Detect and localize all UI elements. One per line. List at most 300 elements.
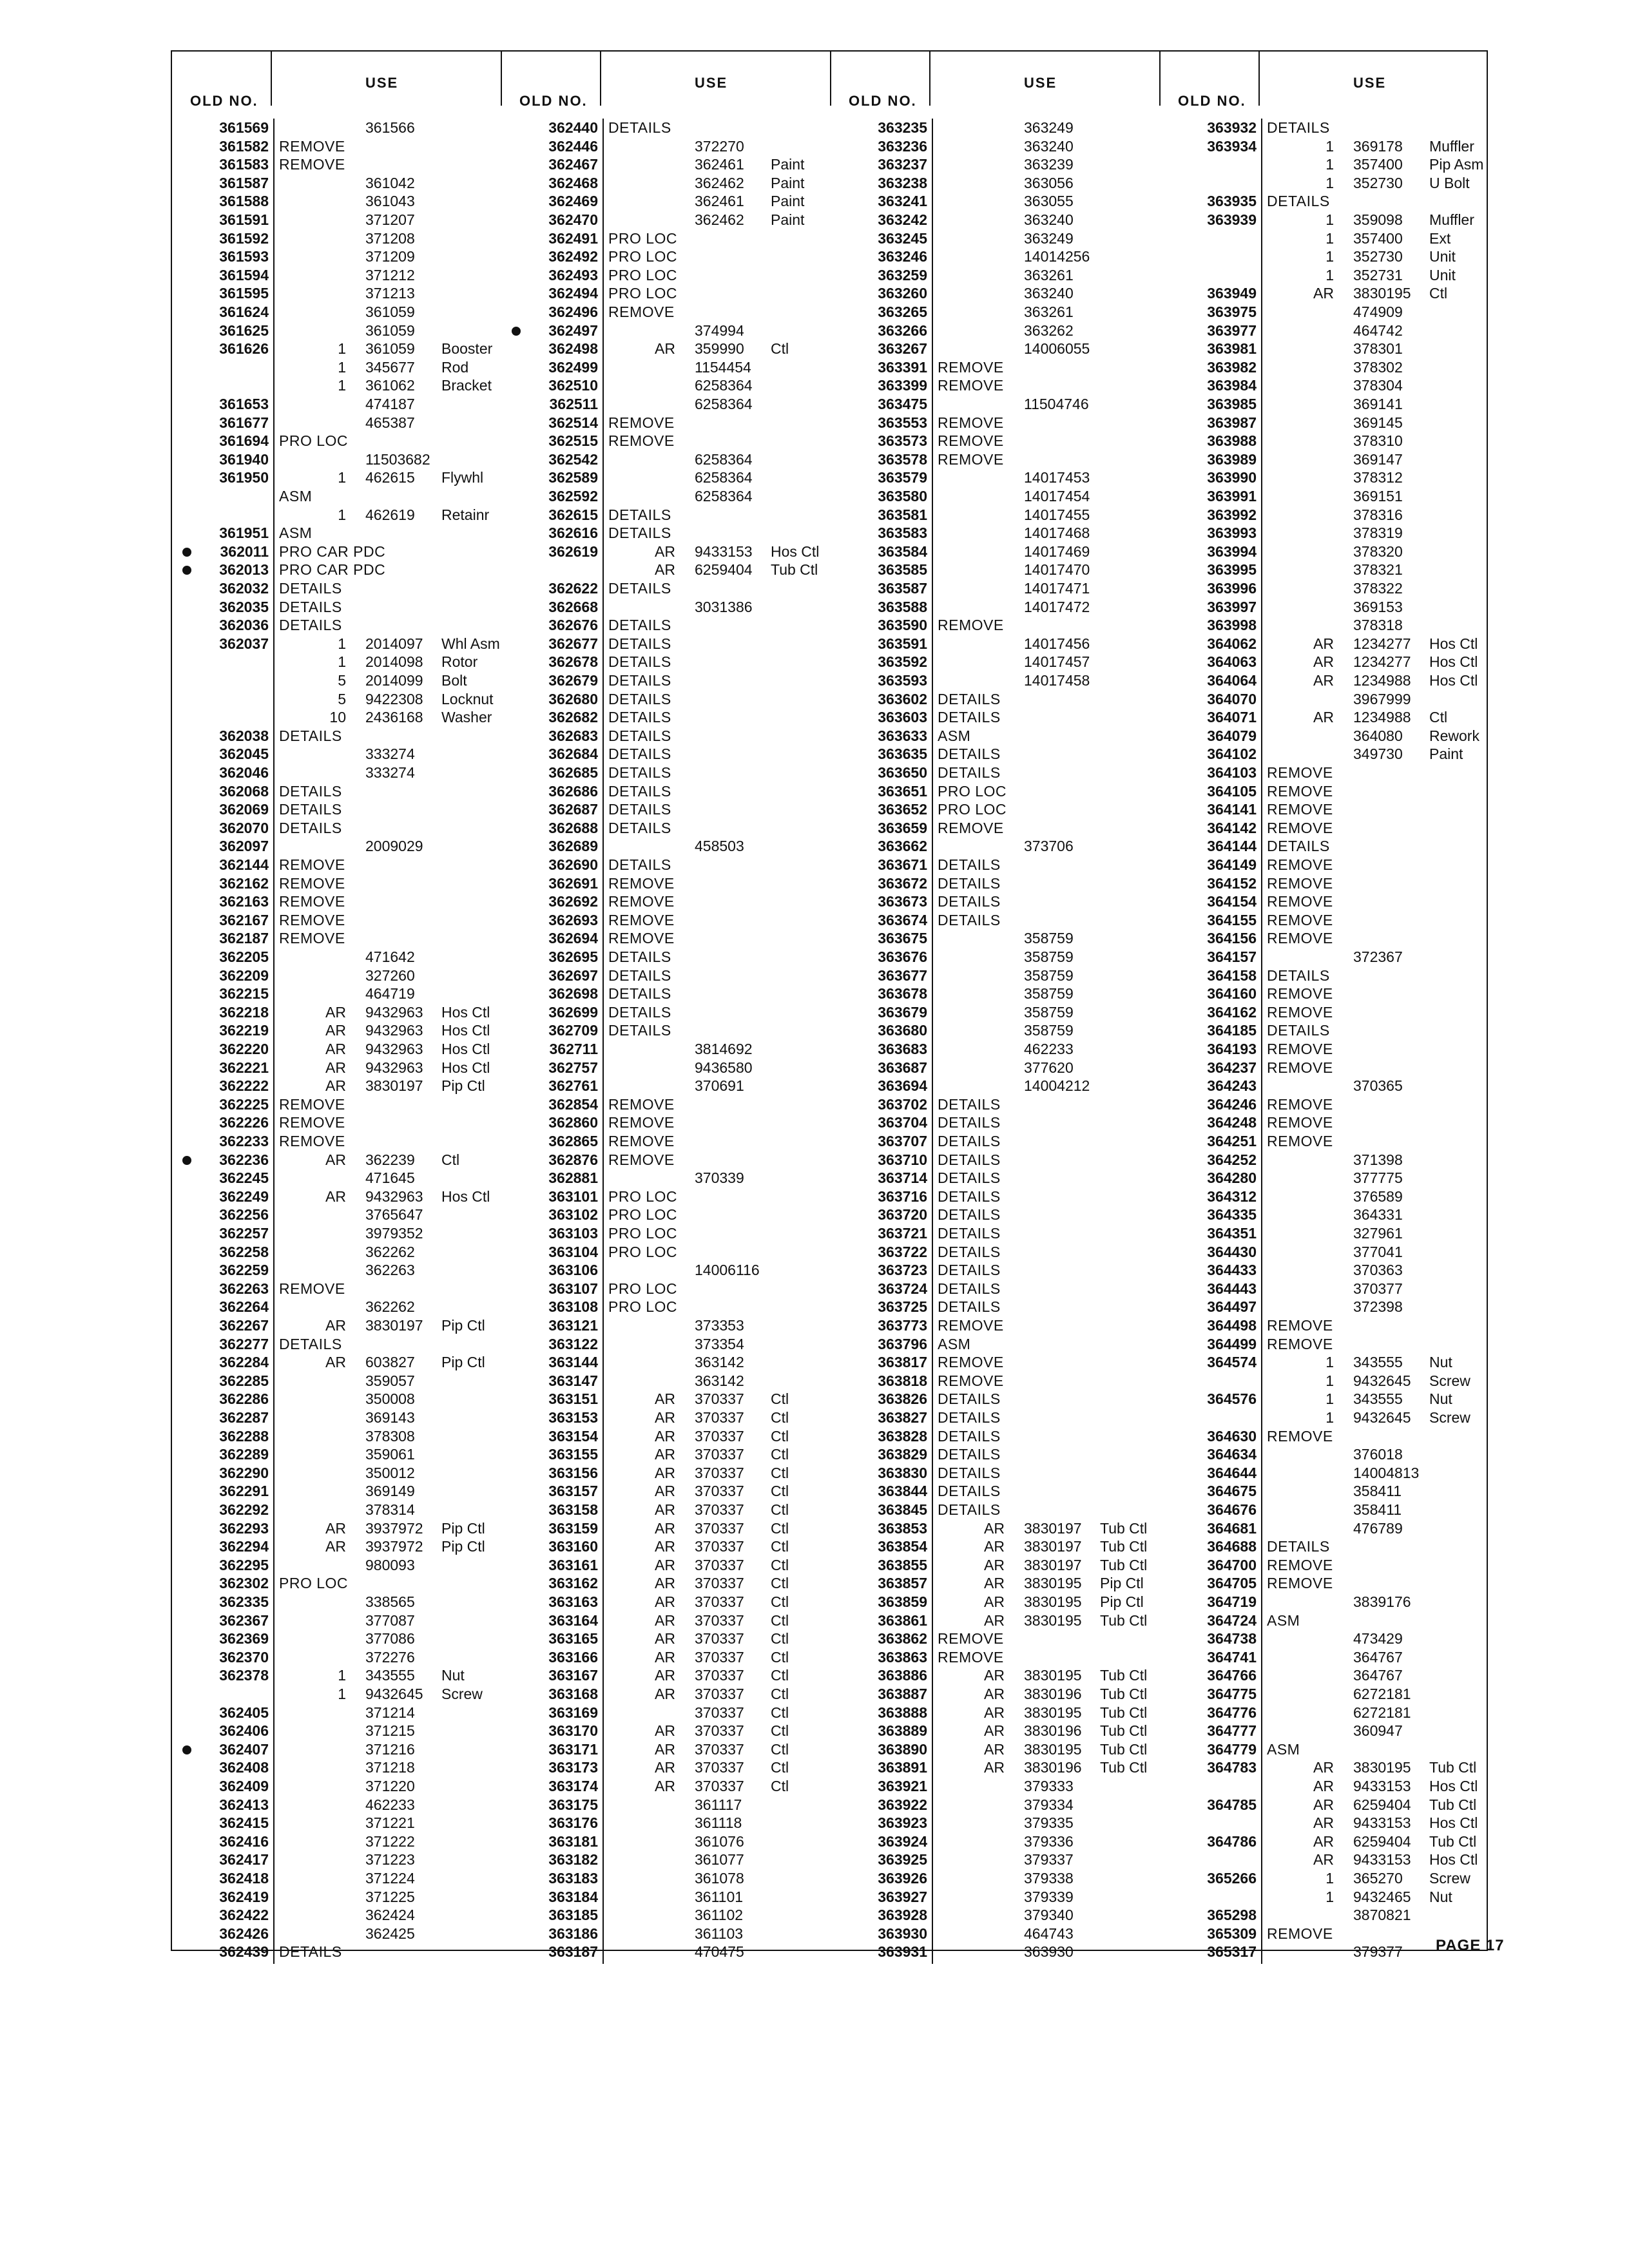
- new-part-number: 370337: [695, 1519, 744, 1537]
- table-row: [1160, 1280, 1489, 1298]
- use-status: PRO LOC: [608, 229, 678, 247]
- use-status: REMOVE: [279, 874, 345, 892]
- table-row: [172, 764, 501, 782]
- new-part-number: 363249: [1024, 229, 1074, 247]
- table-row: [501, 322, 831, 340]
- table-row: [172, 1943, 501, 1961]
- table-row: [501, 1777, 831, 1796]
- table-row: [501, 192, 831, 211]
- new-part-number: 327961: [1353, 1225, 1403, 1242]
- use-status: REMOVE: [279, 137, 345, 155]
- table-row: [1160, 635, 1489, 653]
- old-number: 363578: [878, 450, 927, 468]
- old-number: 363182: [548, 1851, 598, 1869]
- old-number: 363171: [548, 1740, 598, 1758]
- old-number: 363157: [548, 1483, 598, 1500]
- new-part-number: 362462: [695, 174, 744, 191]
- table-row: [501, 598, 831, 617]
- table-row: [831, 284, 1160, 303]
- part-description: Paint: [771, 174, 805, 191]
- old-number: 363259: [878, 266, 927, 284]
- old-number: 362687: [548, 801, 598, 818]
- table-row: [172, 340, 501, 358]
- use-status: DETAILS: [938, 874, 1001, 892]
- table-row: [501, 561, 831, 579]
- table-row: [172, 782, 501, 801]
- table-row: [501, 468, 831, 487]
- use-status: DETAILS: [608, 948, 671, 965]
- new-part-number: 1234277: [1353, 653, 1411, 671]
- quantity: 1: [338, 506, 346, 523]
- old-number: 363169: [548, 1704, 598, 1721]
- table-row: [172, 1832, 501, 1851]
- new-part-number: 3830195: [1353, 1759, 1411, 1776]
- old-number: 362418: [219, 1870, 269, 1887]
- old-number: 363721: [878, 1225, 927, 1242]
- table-row: [501, 414, 831, 432]
- part-description: Whl Asm: [441, 635, 500, 652]
- old-number: 363170: [548, 1722, 598, 1740]
- old-number: 361694: [219, 432, 269, 450]
- table-row: [501, 800, 831, 819]
- old-number: 362668: [548, 598, 598, 615]
- table-row: [831, 635, 1160, 653]
- old-number: 362295: [219, 1556, 269, 1573]
- new-part-number: 361118: [695, 1814, 742, 1832]
- old-number: 362069: [219, 801, 269, 818]
- old-number: 362542: [548, 450, 598, 468]
- quantity: 10: [329, 709, 346, 726]
- old-number: 362013: [219, 561, 269, 579]
- part-description: Ctl: [771, 1409, 789, 1426]
- table-column: [831, 52, 1160, 1961]
- table-row: [1160, 561, 1489, 579]
- old-number-heading: OLD NO.: [519, 93, 588, 109]
- use-heading: USE: [1353, 75, 1387, 91]
- old-number: 364246: [1207, 1095, 1257, 1113]
- quantity: AR: [1313, 1778, 1334, 1794]
- table-row: [831, 598, 1160, 617]
- table-row: [1160, 1685, 1489, 1704]
- part-description: Hos Ctl: [1429, 1814, 1478, 1832]
- new-part-number: 362262: [365, 1243, 415, 1260]
- new-part-number: 379334: [1024, 1796, 1074, 1813]
- old-number: 363859: [878, 1593, 927, 1610]
- quantity: AR: [325, 1519, 346, 1537]
- table-row: [831, 506, 1160, 524]
- old-number: 364676: [1207, 1501, 1257, 1518]
- quantity: AR: [655, 1519, 675, 1537]
- use-status: DETAILS: [1267, 838, 1330, 855]
- table-row: [172, 229, 501, 248]
- new-part-number: 363249: [1024, 119, 1074, 136]
- old-number: 362046: [219, 764, 269, 781]
- new-part-number: 369143: [365, 1409, 415, 1426]
- old-number: 363926: [878, 1870, 927, 1887]
- table-row: [172, 966, 501, 985]
- use-status: DETAILS: [938, 1169, 1001, 1187]
- table-row: [501, 690, 831, 709]
- part-description: Pip Ctl: [441, 1538, 485, 1555]
- quantity: 1: [1325, 1390, 1334, 1408]
- old-number: 363854: [878, 1538, 927, 1555]
- new-part-number: 3979352: [365, 1225, 423, 1242]
- new-part-number: 363239: [1024, 156, 1074, 173]
- old-number: 362259: [219, 1262, 269, 1279]
- new-part-number: 364331: [1353, 1206, 1403, 1224]
- old-number: 364498: [1207, 1317, 1257, 1334]
- new-part-number: 378301: [1353, 340, 1403, 358]
- table-row: [1160, 1850, 1489, 1869]
- quantity: 1: [1325, 1354, 1334, 1371]
- table-row: [1160, 985, 1489, 1003]
- new-part-number: 358759: [1024, 985, 1074, 1003]
- old-number: 363399: [878, 377, 927, 394]
- new-part-number: 364080: [1353, 727, 1403, 744]
- old-number: 362677: [548, 635, 598, 652]
- table-row: [831, 1408, 1160, 1427]
- table-row: [831, 1151, 1160, 1169]
- new-part-number: 371214: [365, 1704, 415, 1721]
- quantity: 1: [1325, 1409, 1334, 1426]
- table-row: [172, 1077, 501, 1095]
- quantity: 1: [1325, 211, 1334, 228]
- part-description: Hos Ctl: [1429, 653, 1478, 671]
- old-number: 364102: [1207, 745, 1257, 763]
- table-row: [501, 358, 831, 377]
- table-row: [172, 174, 501, 193]
- table-row: [172, 800, 501, 819]
- new-part-number: 361102: [695, 1907, 744, 1924]
- table-row: [831, 1169, 1160, 1187]
- new-part-number: 362462: [695, 211, 744, 228]
- new-part-number: 462233: [1024, 1041, 1074, 1057]
- table-row: [501, 1943, 831, 1961]
- use-status: PRO LOC: [608, 1280, 678, 1297]
- use-status: DETAILS: [608, 819, 671, 836]
- old-number: 363857: [878, 1575, 927, 1592]
- table-row: [172, 1132, 501, 1151]
- use-status: REMOVE: [1267, 893, 1333, 910]
- old-number: 364499: [1207, 1335, 1257, 1352]
- table-row: [831, 929, 1160, 948]
- table-row: [831, 1556, 1160, 1575]
- table-row: [831, 1574, 1160, 1593]
- new-part-number: 361059: [365, 303, 415, 320]
- table-row: [172, 284, 501, 303]
- old-number: 363981: [1207, 340, 1257, 358]
- use-status: REMOVE: [938, 1630, 1004, 1648]
- use-status: REMOVE: [938, 450, 1004, 468]
- table-row: [501, 1611, 831, 1630]
- old-number: 363724: [878, 1280, 927, 1297]
- table-row: [831, 543, 1160, 561]
- table-row: [172, 708, 501, 727]
- quantity: AR: [655, 1667, 675, 1684]
- table-row: [172, 985, 501, 1003]
- table-row: [831, 432, 1160, 450]
- part-description: Tub Ctl: [1429, 1796, 1477, 1813]
- new-part-number: 14017455: [1024, 506, 1090, 523]
- old-number: 363861: [878, 1611, 927, 1629]
- old-number: 363587: [878, 580, 927, 597]
- new-part-number: 370337: [695, 1556, 744, 1573]
- use-status: DETAILS: [938, 1280, 1001, 1297]
- part-description: Nut: [441, 1667, 465, 1684]
- new-part-number: 370691: [695, 1077, 744, 1095]
- table-row: [501, 524, 831, 543]
- table-row: [172, 247, 501, 266]
- use-status: DETAILS: [938, 1187, 1001, 1205]
- old-number: 364335: [1207, 1206, 1257, 1224]
- old-number: 363925: [878, 1851, 927, 1869]
- table-row: [1160, 1335, 1489, 1354]
- table-row: [172, 1095, 501, 1114]
- quantity: AR: [984, 1593, 1005, 1610]
- use-status: REMOVE: [1267, 1335, 1333, 1352]
- old-number: 361677: [219, 414, 269, 431]
- old-number: 362258: [219, 1243, 269, 1260]
- table-row: [831, 1519, 1160, 1538]
- quantity: AR: [984, 1519, 1005, 1537]
- table-row: [831, 1427, 1160, 1446]
- old-number: 363603: [878, 709, 927, 726]
- old-number: 362494: [548, 285, 598, 302]
- part-description: Pip Asm: [1429, 156, 1484, 173]
- table-row: [172, 616, 501, 635]
- new-part-number: 362461: [695, 193, 744, 210]
- table-row: [501, 1132, 831, 1151]
- part-description: Tub Ctl: [1100, 1667, 1148, 1684]
- old-number: 363651: [878, 782, 927, 800]
- table-row: [831, 1021, 1160, 1040]
- table-row: [831, 211, 1160, 229]
- part-description: Ctl: [771, 1427, 789, 1445]
- old-number: 362267: [219, 1317, 269, 1334]
- table-row: [831, 616, 1160, 635]
- old-number: 362215: [219, 985, 269, 1003]
- old-number: 364155: [1207, 911, 1257, 928]
- old-number: 364157: [1207, 948, 1257, 965]
- old-number: 363238: [878, 174, 927, 191]
- new-part-number: 378322: [1353, 580, 1403, 597]
- old-number: 363155: [548, 1446, 598, 1463]
- new-part-number: 358759: [1024, 948, 1074, 965]
- table-row: [831, 1629, 1160, 1648]
- table-row: [1160, 1814, 1489, 1832]
- table-row: [1160, 1206, 1489, 1224]
- new-part-number: 3937972: [365, 1519, 423, 1537]
- use-status: PRO LOC: [608, 1298, 678, 1316]
- quantity: AR: [984, 1704, 1005, 1721]
- new-part-number: 378314: [365, 1501, 415, 1518]
- new-part-number: 378319: [1353, 524, 1403, 542]
- new-part-number: 373354: [695, 1335, 744, 1352]
- quantity: AR: [984, 1759, 1005, 1776]
- use-status: REMOVE: [938, 617, 1004, 634]
- new-part-number: 370337: [695, 1538, 744, 1555]
- old-number: 363988: [1207, 432, 1257, 450]
- old-number: 363720: [878, 1206, 927, 1224]
- old-number: 362697: [548, 966, 598, 984]
- table-row: [172, 450, 501, 469]
- old-number: 363260: [878, 285, 927, 302]
- table-row: [1160, 1224, 1489, 1243]
- new-part-number: 9432963: [365, 1041, 423, 1057]
- old-number: 364351: [1207, 1225, 1257, 1242]
- new-part-number: 9433153: [695, 543, 753, 560]
- table-row: [1160, 487, 1489, 506]
- old-number: 363829: [878, 1446, 927, 1463]
- table-row: [831, 1224, 1160, 1243]
- new-part-number: 359990: [695, 340, 744, 358]
- use-status: REMOVE: [608, 1133, 675, 1149]
- use-status: DETAILS: [608, 801, 671, 818]
- old-number: 363186: [548, 1925, 598, 1942]
- table-row: [172, 1003, 501, 1022]
- old-number: 362405: [219, 1704, 269, 1721]
- use-status: DETAILS: [608, 653, 671, 671]
- quantity: AR: [325, 1003, 346, 1021]
- new-part-number: 376018: [1353, 1446, 1403, 1463]
- table-row: [1160, 358, 1489, 377]
- use-status: REMOVE: [1267, 1114, 1333, 1131]
- table-row: [501, 1832, 831, 1851]
- new-part-number: 371223: [365, 1851, 415, 1869]
- new-part-number: 378316: [1353, 506, 1403, 523]
- old-number: 362446: [548, 137, 598, 155]
- quantity: 1: [338, 358, 346, 376]
- old-number: 362679: [548, 672, 598, 689]
- table-row: [1160, 1869, 1489, 1888]
- old-number: 363242: [878, 211, 927, 228]
- table-row: [172, 948, 501, 966]
- old-number: 362220: [219, 1041, 269, 1057]
- new-part-number: 6258364: [695, 488, 753, 505]
- table-row: [1160, 1132, 1489, 1151]
- old-number: 362692: [548, 893, 598, 910]
- new-part-number: 3830195: [1024, 1704, 1082, 1721]
- new-part-number: 362262: [365, 1298, 415, 1316]
- old-number: 364152: [1207, 874, 1257, 892]
- new-part-number: 376589: [1353, 1187, 1403, 1205]
- new-part-number: 378302: [1353, 358, 1403, 376]
- old-number: 362619: [548, 543, 598, 560]
- part-description: Ctl: [771, 1740, 789, 1758]
- header-divider: [600, 52, 601, 106]
- part-description: U Bolt: [1429, 174, 1470, 191]
- use-heading: USE: [365, 75, 399, 91]
- part-description: Pip Ctl: [441, 1519, 485, 1537]
- table-row: [1160, 1519, 1489, 1538]
- use-status: PRO LOC: [608, 1225, 678, 1242]
- old-number: 362218: [219, 1003, 269, 1021]
- table-row: [831, 1261, 1160, 1280]
- table-row: [831, 1704, 1160, 1722]
- table-row: [831, 1925, 1160, 1943]
- table-row: [172, 1906, 501, 1925]
- quantity: AR: [655, 1593, 675, 1610]
- new-part-number: 350008: [365, 1390, 415, 1408]
- table-row: [172, 1869, 501, 1888]
- table-row: [1160, 1537, 1489, 1556]
- old-number: 362592: [548, 488, 598, 505]
- quantity: AR: [325, 1354, 346, 1371]
- old-number: 362678: [548, 653, 598, 671]
- quantity: AR: [1313, 1759, 1334, 1776]
- new-part-number: 3830195: [1353, 285, 1411, 302]
- old-number: 364070: [1207, 690, 1257, 707]
- table-row: [501, 1243, 831, 1262]
- table-row: [831, 1095, 1160, 1114]
- table-row: [501, 727, 831, 745]
- new-part-number: 371225: [365, 1888, 415, 1905]
- use-status: DETAILS: [608, 1003, 671, 1021]
- new-part-number: 371222: [365, 1832, 415, 1850]
- use-status: REMOVE: [938, 1372, 1004, 1389]
- table-row: [1160, 1666, 1489, 1685]
- old-number: 362245: [219, 1169, 269, 1187]
- part-description: Rod: [441, 358, 469, 376]
- new-part-number: 458503: [695, 838, 744, 855]
- table-row: [831, 358, 1160, 377]
- new-part-number: 327260: [365, 966, 415, 984]
- new-part-number: 3830195: [1024, 1593, 1082, 1610]
- new-part-number: 471645: [365, 1169, 415, 1187]
- old-number: 362038: [219, 727, 269, 744]
- old-number: 364430: [1207, 1243, 1257, 1260]
- old-number: 363585: [878, 561, 927, 579]
- use-status: REMOVE: [1267, 764, 1333, 781]
- old-number: 363722: [878, 1243, 927, 1260]
- table-row: [831, 155, 1160, 174]
- part-description: Hos Ctl: [1429, 672, 1478, 689]
- old-number: 363163: [548, 1593, 598, 1610]
- table-row: [1160, 137, 1489, 156]
- table-row: [831, 856, 1160, 874]
- table-row: [501, 1206, 831, 1224]
- use-status: ASM: [279, 524, 313, 542]
- table-row: [1160, 1593, 1489, 1611]
- old-number: 362688: [548, 819, 598, 836]
- part-description: Ctl: [771, 1575, 789, 1592]
- old-number: 363184: [548, 1888, 598, 1905]
- table-row: [1160, 892, 1489, 911]
- old-number: 362289: [219, 1446, 269, 1463]
- table-row: [831, 266, 1160, 285]
- new-part-number: 370337: [695, 1648, 744, 1666]
- table-row: [501, 1537, 831, 1556]
- new-part-number: 14014256: [1024, 248, 1090, 265]
- old-number: 361583: [219, 156, 269, 173]
- table-row: [172, 1685, 501, 1704]
- table-row: [172, 1666, 501, 1685]
- old-number: 363990: [1207, 469, 1257, 486]
- table-row: [172, 819, 501, 838]
- use-status: DETAILS: [938, 1427, 1001, 1445]
- table-row: [172, 671, 501, 690]
- table-row: [501, 174, 831, 193]
- old-number: 364574: [1207, 1354, 1257, 1371]
- new-part-number: 361059: [365, 322, 415, 339]
- new-part-number: 369149: [365, 1483, 415, 1500]
- old-number: 364156: [1207, 930, 1257, 947]
- table-row: [1160, 1906, 1489, 1925]
- quantity: 5: [338, 690, 346, 707]
- use-status: DETAILS: [279, 727, 342, 744]
- new-part-number: 9432963: [365, 1003, 423, 1021]
- old-number: 363935: [1207, 193, 1257, 210]
